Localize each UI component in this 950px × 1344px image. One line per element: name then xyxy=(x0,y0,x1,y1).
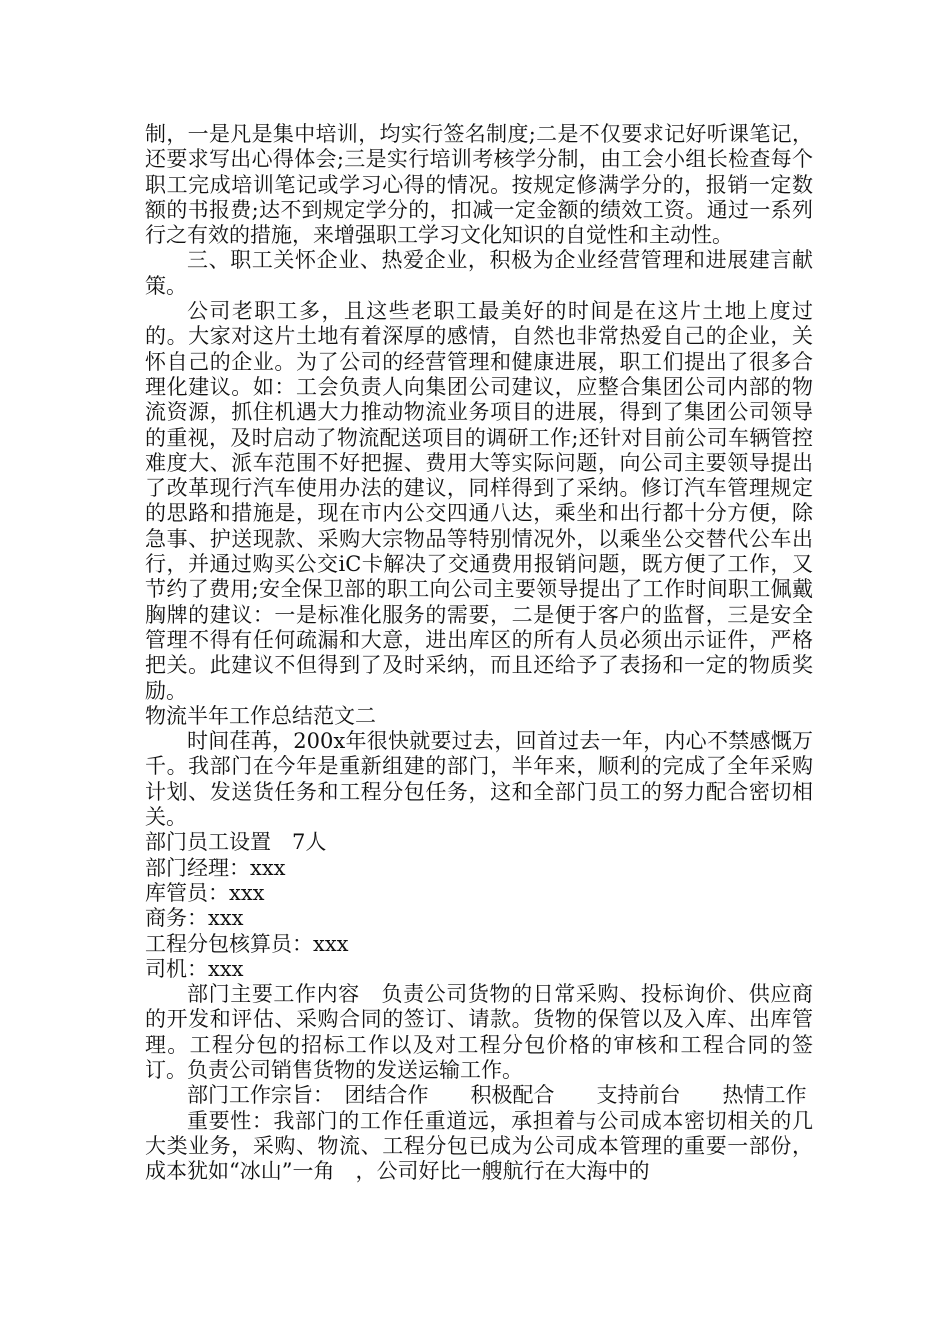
paragraph-main-duties: 部门主要工作内容 负责公司货物的日常采购、投标询价、供应商的开发和评估、采购合同的签订、请款。货物的保管以及入库、出库管理。工程分包的招标工作以及对工程分包价格的审核和工程合同的签订。负责公司销售货物的发送运输工作。 xyxy=(145,982,813,1082)
field-subcontract-accountant: 工程分包核算员：xxx xyxy=(145,931,349,956)
paragraph-intro: 时间荏苒，200x年很快就要过去，回首过去一年，内心不禁感慨万千。我部门在今年是重新组建的部门，半年来，顺利的完成了全年采购计划、发送货任务和工程分包任务，这和全部门员工的努力配合密切相关。 xyxy=(145,729,813,830)
paragraph-training-system: 制，一是凡是集中培训，均实行签名制度;二是不仅要求记好听课笔记，还要求写出心得体会;三是实行培训考核学分制，由工会小组长检查每个职工完成培训笔记或学习心得的情况。按规定修满学分的，报销一定数额的书报费;达不到规定学分的，扣减一定金额的绩效工资。通过一系列行之有效的措施，来增强职工学习文化知识的自觉性和主动性。 xyxy=(145,122,813,248)
field-driver: 司机：xxx xyxy=(145,956,244,981)
field-manager: 部门经理：xxx xyxy=(145,855,286,880)
field-staff-count: 部门员工设置 7人 xyxy=(145,830,327,855)
paragraph-importance: 重要性：我部门的工作任重道远，承担着与公司成本密切相关的几大类业务，采购、物流、工程分包已成为公司成本管理的重要一部份，成本犹如“冰山”一角 ，公司好比一艘航行在大海中的 xyxy=(145,1108,813,1184)
field-business: 商务：xxx xyxy=(145,906,244,931)
document-title-sample-two: 物流半年工作总结范文二 xyxy=(145,703,376,728)
section-heading-three: 三、职工关怀企业、热爱企业，积极为企业经营管理和进展建言献策。 xyxy=(145,248,813,298)
document-body xyxy=(145,122,813,1184)
field-warehouse-keeper: 库管员：xxx xyxy=(145,880,265,905)
paragraph-mission: 部门工作宗旨： 团结合作 积极配合 支持前台 热情工作 xyxy=(187,1083,807,1108)
paragraph-staff-suggestions: 公司老职工多，且这些老职工最美好的时间是在这片土地上度过的。大家对这片土地有着深厚的感情，自然也非常热爱自己的企业，关怀自己的企业。为了公司的经营管理和健康进展，职工们提出了很多合理化建议。如：工会负责人向集团公司建议，应整合集团公司内部的物流资源，抓住机遇大力推动物流业务项目的进展，得到了集团公司领导的重视，及时启动了物流配送项目的调研工作;还针对目前公司车辆管控难度大、派车范围不好把握、费用大等实际问题，向公司主要领导提出了改革现行汽车使用办法的建议，同样得到了采纳。修订汽车管理规定的思路和措施是，现在市内公交四通八达，乘坐和出行都十分方便，除急事、护送现款、采购大宗物品等特别情况外，以乘坐公交替代公车出行，并通过购买公交iC卡解决了交通费用报销问题，既方便了工作，又节约了费用;安全保卫部的职工向公司主要领导提出了工作时间职工佩戴胸牌的建议：一是标准化服务的需要，二是便于客户的监督，三是安全管理不得有任何疏漏和大意，进出库区的所有人员必须出示证件，严格把关。此建议不但得到了及时采纳，而且还给予了表扬和一定的物质奖励。 xyxy=(145,299,813,703)
